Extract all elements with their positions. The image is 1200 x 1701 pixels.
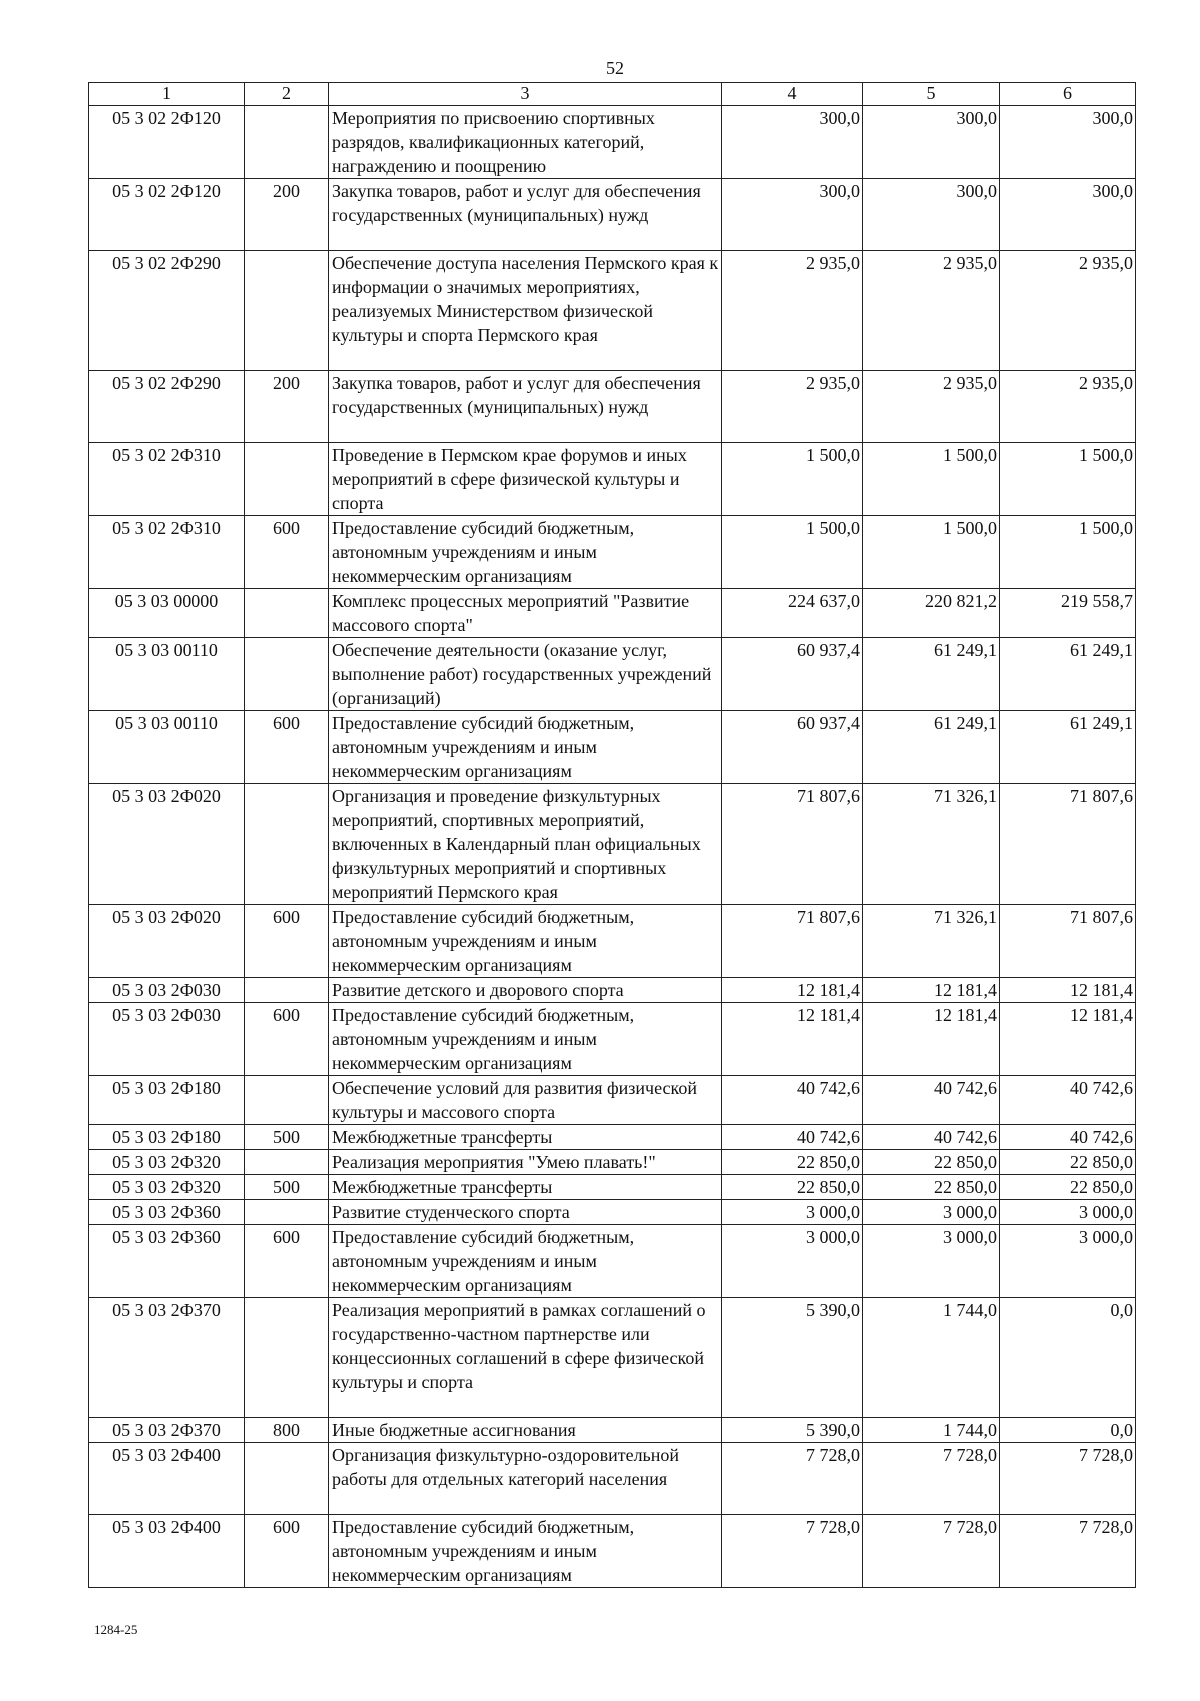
amount-col-5: 1 500,0 [863,443,1000,516]
target-article-code: 05 3 03 00000 [89,589,245,638]
expense-type-code [245,784,329,905]
amount-col-4: 2 935,0 [722,371,863,443]
item-name: Обеспечение доступа населения Пермского края к информации о значимых мероприятиях, реализуемых Министерством физической культуры и спорта Пермского края [329,251,722,371]
amount-col-5: 12 181,4 [863,978,1000,1003]
item-name: Закупка товаров, работ и услуг для обеспечения государственных (муниципальных) нужд [329,371,722,443]
amount-col-6: 219 558,7 [1000,589,1136,638]
amount-col-6: 12 181,4 [1000,978,1136,1003]
target-article-code: 05 3 03 00110 [89,638,245,711]
amount-col-5: 300,0 [863,179,1000,251]
column-header: 4 [722,83,863,106]
item-name: Организация физкультурно-оздоровительной работы для отдельных категорий населения [329,1443,722,1515]
item-name: Развитие детского и дворового спорта [329,978,722,1003]
amount-col-5: 40 742,6 [863,1076,1000,1125]
item-name: Организация и проведение физкультурных мероприятий, спортивных мероприятий, включенных в Календарный план официальных физкультурных мероприятий и спортивных мероприятий Пермского края [329,784,722,905]
table-row [89,1076,1136,1125]
amount-col-5: 300,0 [863,106,1000,179]
amount-col-5: 61 249,1 [863,638,1000,711]
expense-type-code [245,638,329,711]
amount-col-6: 2 935,0 [1000,251,1136,371]
target-article-code: 05 3 03 2Ф370 [89,1298,245,1418]
target-article-code: 05 3 02 2Ф290 [89,251,245,371]
amount-col-4: 71 807,6 [722,905,863,978]
expense-type-code [245,251,329,371]
amount-col-5: 7 728,0 [863,1443,1000,1515]
amount-col-5: 12 181,4 [863,1003,1000,1076]
amount-col-6: 40 742,6 [1000,1076,1136,1125]
page-number: 52 [606,58,624,78]
expense-type-code: 600 [245,1515,329,1588]
expense-type-code [245,1076,329,1125]
expense-type-code: 200 [245,371,329,443]
expense-type-code [245,1443,329,1515]
item-name: Предоставление субсидий бюджетным, автономным учреждениям и иным некоммерческим организациям [329,1515,722,1588]
amount-col-6: 3 000,0 [1000,1225,1136,1298]
amount-col-4: 224 637,0 [722,589,863,638]
item-name: Мероприятия по присвоению спортивных разрядов, квалификационных категорий, награждению и поощрению [329,106,722,179]
item-name: Проведение в Пермском крае форумов и иных мероприятий в сфере физической культуры и спорта [329,443,722,516]
amount-col-4: 12 181,4 [722,1003,863,1076]
table-row [89,1443,1136,1515]
amount-col-5: 2 935,0 [863,371,1000,443]
item-name: Межбюджетные трансферты [329,1125,722,1150]
target-article-code: 05 3 03 2Ф180 [89,1076,245,1125]
target-article-code: 05 3 03 2Ф370 [89,1418,245,1443]
item-name: Комплекс процессных мероприятий "Развитие массового спорта" [329,589,722,638]
amount-col-4: 3 000,0 [722,1225,863,1298]
amount-col-5: 61 249,1 [863,711,1000,784]
amount-col-5: 1 744,0 [863,1418,1000,1443]
amount-col-4: 3 000,0 [722,1200,863,1225]
item-name: Предоставление субсидий бюджетным, автономным учреждениям и иным некоммерческим организациям [329,1003,722,1076]
amount-col-5: 71 326,1 [863,784,1000,905]
target-article-code: 05 3 02 2Ф120 [89,179,245,251]
amount-col-6: 0,0 [1000,1298,1136,1418]
amount-col-6: 40 742,6 [1000,1125,1136,1150]
amount-col-4: 12 181,4 [722,978,863,1003]
expense-type-code: 200 [245,179,329,251]
target-article-code: 05 3 02 2Ф120 [89,106,245,179]
table-row [89,516,1136,589]
amount-col-6: 71 807,6 [1000,905,1136,978]
amount-col-4: 40 742,6 [722,1076,863,1125]
amount-col-4: 2 935,0 [722,251,863,371]
table-row [89,978,1136,1003]
table-row [89,711,1136,784]
table-row [89,1003,1136,1076]
table-row [89,106,1136,179]
amount-col-6: 0,0 [1000,1418,1136,1443]
amount-col-4: 60 937,4 [722,711,863,784]
table-row [89,1515,1136,1588]
target-article-code: 05 3 03 2Ф320 [89,1175,245,1200]
target-article-code: 05 3 02 2Ф290 [89,371,245,443]
target-article-code: 05 3 03 2Ф180 [89,1125,245,1150]
target-article-code: 05 3 03 2Ф030 [89,1003,245,1076]
column-header: 6 [1000,83,1136,106]
expense-type-code [245,106,329,179]
amount-col-4: 5 390,0 [722,1298,863,1418]
table-row [89,1225,1136,1298]
expense-type-code [245,978,329,1003]
table-row [89,443,1136,516]
item-name: Иные бюджетные ассигнования [329,1418,722,1443]
amount-col-5: 220 821,2 [863,589,1000,638]
amount-col-5: 40 742,6 [863,1125,1000,1150]
amount-col-5: 3 000,0 [863,1200,1000,1225]
table-row [89,905,1136,978]
target-article-code: 05 3 03 2Ф360 [89,1225,245,1298]
item-name: Закупка товаров, работ и услуг для обеспечения государственных (муниципальных) нужд [329,179,722,251]
amount-col-4: 71 807,6 [722,784,863,905]
amount-col-5: 22 850,0 [863,1150,1000,1175]
document-code: 1284-25 [94,1622,138,1637]
amount-col-6: 1 500,0 [1000,443,1136,516]
expense-type-code [245,1200,329,1225]
expense-type-code: 500 [245,1175,329,1200]
table-row [89,1418,1136,1443]
target-article-code: 05 3 03 2Ф400 [89,1515,245,1588]
target-article-code: 05 3 03 2Ф020 [89,784,245,905]
item-name: Предоставление субсидий бюджетным, автономным учреждениям и иным некоммерческим организациям [329,516,722,589]
amount-col-4: 300,0 [722,106,863,179]
column-header: 5 [863,83,1000,106]
table-row [89,371,1136,443]
table-row [89,589,1136,638]
target-article-code: 05 3 02 2Ф310 [89,443,245,516]
table-row [89,784,1136,905]
item-name: Обеспечение условий для развития физической культуры и массового спорта [329,1076,722,1125]
target-article-code: 05 3 03 2Ф320 [89,1150,245,1175]
amount-col-6: 22 850,0 [1000,1150,1136,1175]
budget-table [88,82,1136,1588]
amount-col-4: 1 500,0 [722,516,863,589]
expense-type-code [245,1150,329,1175]
amount-col-4: 22 850,0 [722,1150,863,1175]
amount-col-5: 1 500,0 [863,516,1000,589]
amount-col-4: 1 500,0 [722,443,863,516]
expense-type-code: 600 [245,905,329,978]
amount-col-5: 22 850,0 [863,1175,1000,1200]
amount-col-4: 7 728,0 [722,1515,863,1588]
amount-col-6: 22 850,0 [1000,1175,1136,1200]
item-name: Обеспечение деятельности (оказание услуг, выполнение работ) государственных учреждений (организаций) [329,638,722,711]
amount-col-6: 3 000,0 [1000,1200,1136,1225]
amount-col-6: 12 181,4 [1000,1003,1136,1076]
amount-col-6: 300,0 [1000,179,1136,251]
item-name: Предоставление субсидий бюджетным, автономным учреждениям и иным некоммерческим организациям [329,711,722,784]
expense-type-code: 600 [245,1225,329,1298]
column-header: 1 [89,83,245,106]
target-article-code: 05 3 03 2Ф020 [89,905,245,978]
amount-col-6: 71 807,6 [1000,784,1136,905]
amount-col-4: 22 850,0 [722,1175,863,1200]
column-header: 2 [245,83,329,106]
expense-type-code: 800 [245,1418,329,1443]
item-name: Развитие студенческого спорта [329,1200,722,1225]
target-article-code: 05 3 03 00110 [89,711,245,784]
amount-col-5: 7 728,0 [863,1515,1000,1588]
item-name: Межбюджетные трансферты [329,1175,722,1200]
item-name: Предоставление субсидий бюджетным, автономным учреждениям и иным некоммерческим организациям [329,905,722,978]
expense-type-code: 600 [245,516,329,589]
amount-col-5: 1 744,0 [863,1298,1000,1418]
expense-type-code: 600 [245,711,329,784]
expense-type-code [245,1298,329,1418]
amount-col-6: 1 500,0 [1000,516,1136,589]
amount-col-6: 7 728,0 [1000,1515,1136,1588]
expense-type-code: 600 [245,1003,329,1076]
table-row [89,1150,1136,1175]
target-article-code: 05 3 03 2Ф360 [89,1200,245,1225]
table-row [89,1175,1136,1200]
amount-col-4: 40 742,6 [722,1125,863,1150]
column-header: 3 [329,83,722,106]
amount-col-5: 71 326,1 [863,905,1000,978]
table-row [89,1200,1136,1225]
table-row [89,1125,1136,1150]
amount-col-4: 5 390,0 [722,1418,863,1443]
amount-col-4: 60 937,4 [722,638,863,711]
amount-col-6: 300,0 [1000,106,1136,179]
amount-col-4: 300,0 [722,179,863,251]
table-row [89,1298,1136,1418]
column-number-row [89,83,1136,106]
expense-type-code [245,443,329,516]
target-article-code: 05 3 03 2Ф030 [89,978,245,1003]
amount-col-4: 7 728,0 [722,1443,863,1515]
amount-col-6: 61 249,1 [1000,638,1136,711]
target-article-code: 05 3 02 2Ф310 [89,516,245,589]
expense-type-code: 500 [245,1125,329,1150]
expense-type-code [245,589,329,638]
amount-col-6: 2 935,0 [1000,371,1136,443]
item-name: Предоставление субсидий бюджетным, автономным учреждениям и иным некоммерческим организациям [329,1225,722,1298]
table-row [89,638,1136,711]
amount-col-6: 7 728,0 [1000,1443,1136,1515]
target-article-code: 05 3 03 2Ф400 [89,1443,245,1515]
table-row [89,179,1136,251]
item-name: Реализация мероприятий в рамках соглашений о государственно-частном партнерстве или концессионных соглашений в сфере физической культуры и спорта [329,1298,722,1418]
amount-col-6: 61 249,1 [1000,711,1136,784]
table-row [89,251,1136,371]
amount-col-5: 2 935,0 [863,251,1000,371]
item-name: Реализация мероприятия "Умею плавать!" [329,1150,722,1175]
amount-col-5: 3 000,0 [863,1225,1000,1298]
